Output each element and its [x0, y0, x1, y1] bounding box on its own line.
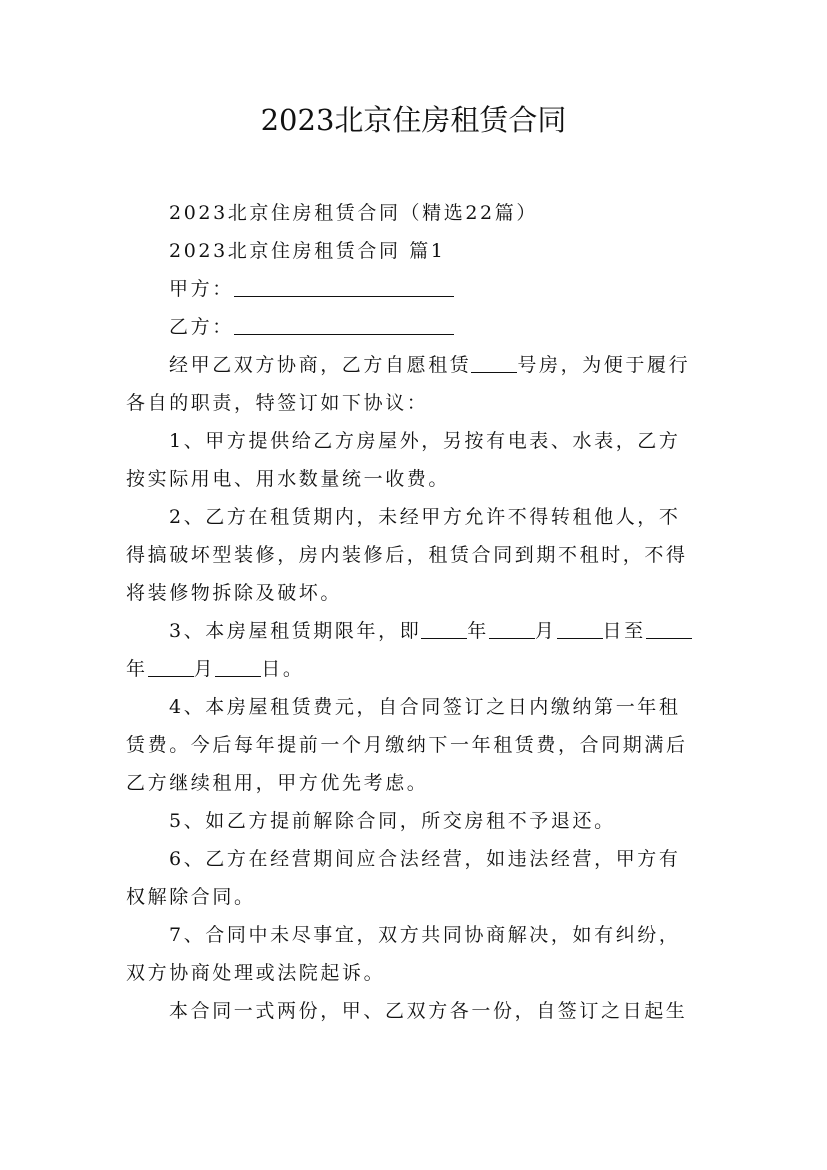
clause-3-prefix: 3、本房屋租赁期限年，即: [169, 620, 422, 642]
closing-paragraph: [126, 992, 704, 1030]
end-year-blank: [646, 618, 692, 639]
clause-6-line-2: 权解除合同。: [126, 886, 256, 908]
clause-5-line-1: 5、如乙方提前解除合同，所交房租不予退还。: [169, 810, 616, 832]
clause-1-line-1: 1、甲方提供给乙方房屋外，另按有电表、水表，乙方: [169, 430, 681, 452]
start-year-blank: [421, 618, 467, 639]
intro-line-2: 各自的职责，特签订如下协议：: [126, 392, 429, 414]
start-month-blank: [489, 618, 535, 639]
intro-text-b: 号房，为便于履行: [517, 354, 691, 376]
clause-4-line-2: 赁费。今后每年提前一个月缴纳下一年租赁费，合同期满后: [126, 734, 688, 756]
document-body: [126, 194, 704, 1030]
clause-6-line-1: 6、乙方在经营期间应合法经营，如违法经营，甲方有: [169, 848, 681, 870]
clause-4: [126, 688, 704, 802]
clause-2: [126, 498, 704, 612]
clause-2-line-1: 2、乙方在租赁期内，未经甲方允许不得转租他人，不: [169, 506, 681, 528]
clause-6: [126, 840, 704, 916]
clause-3-day-to: 日至: [602, 620, 646, 642]
party-b-line: [126, 308, 704, 346]
clause-4-line-1: 4、本房屋租赁费元，自合同签订之日内缴纳第一年租: [169, 696, 681, 718]
clause-3: [126, 612, 704, 688]
intro-paragraph: [126, 346, 704, 422]
clause-3-line-2: [126, 650, 704, 688]
document-title: 2023北京住房租赁合同: [260, 103, 567, 137]
clause-4-line-3: 乙方继续租用，甲方优先考虑。: [126, 772, 429, 794]
end-month-blank: [148, 656, 194, 677]
start-day-blank: [557, 618, 603, 639]
document-subtitle: 2023北京住房租赁合同（精选22篇）: [169, 202, 538, 224]
clause-7: [126, 916, 704, 992]
intro-line-1: [126, 346, 704, 384]
clause-2-line-3: 将装修物拆除及破坏。: [126, 582, 343, 604]
party-a-blank: [234, 276, 454, 297]
party-a-label: 甲方：: [169, 278, 234, 300]
clause-3-year: 年: [467, 620, 489, 642]
party-a-line: [126, 270, 704, 308]
end-day-blank: [215, 656, 261, 677]
intro-text-a: 经甲乙双方协商，乙方自愿租赁: [169, 354, 472, 376]
clause-3-year2: 年: [126, 658, 148, 680]
closing-line-1: 本合同一式两份，甲、乙双方各一份，自签订之日起生: [169, 1000, 688, 1022]
room-number-blank: [471, 352, 517, 373]
party-b-label: 乙方：: [169, 316, 234, 338]
clause-1-line-2: 按实际用电、用水数量统一收费。: [126, 468, 451, 490]
clause-3-line-1: [126, 612, 704, 650]
party-b-blank: [234, 314, 454, 335]
clause-3-month2: 月: [193, 658, 216, 680]
clause-3-month: 月: [534, 620, 557, 642]
clause-2-line-2: 得搞破坏型装修，房内装修后，租赁合同到期不租时，不得: [126, 544, 688, 566]
section-heading: 2023北京住房租赁合同 篇1: [169, 240, 446, 262]
clause-7-line-2: 双方协商处理或法院起诉。: [126, 962, 386, 984]
clause-3-day-end: 日。: [261, 658, 305, 680]
clause-7-line-1: 7、合同中未尽事宜，双方共同协商解决，如有纠纷，: [169, 924, 681, 946]
clause-5: [126, 802, 704, 840]
clause-1: [126, 422, 704, 498]
